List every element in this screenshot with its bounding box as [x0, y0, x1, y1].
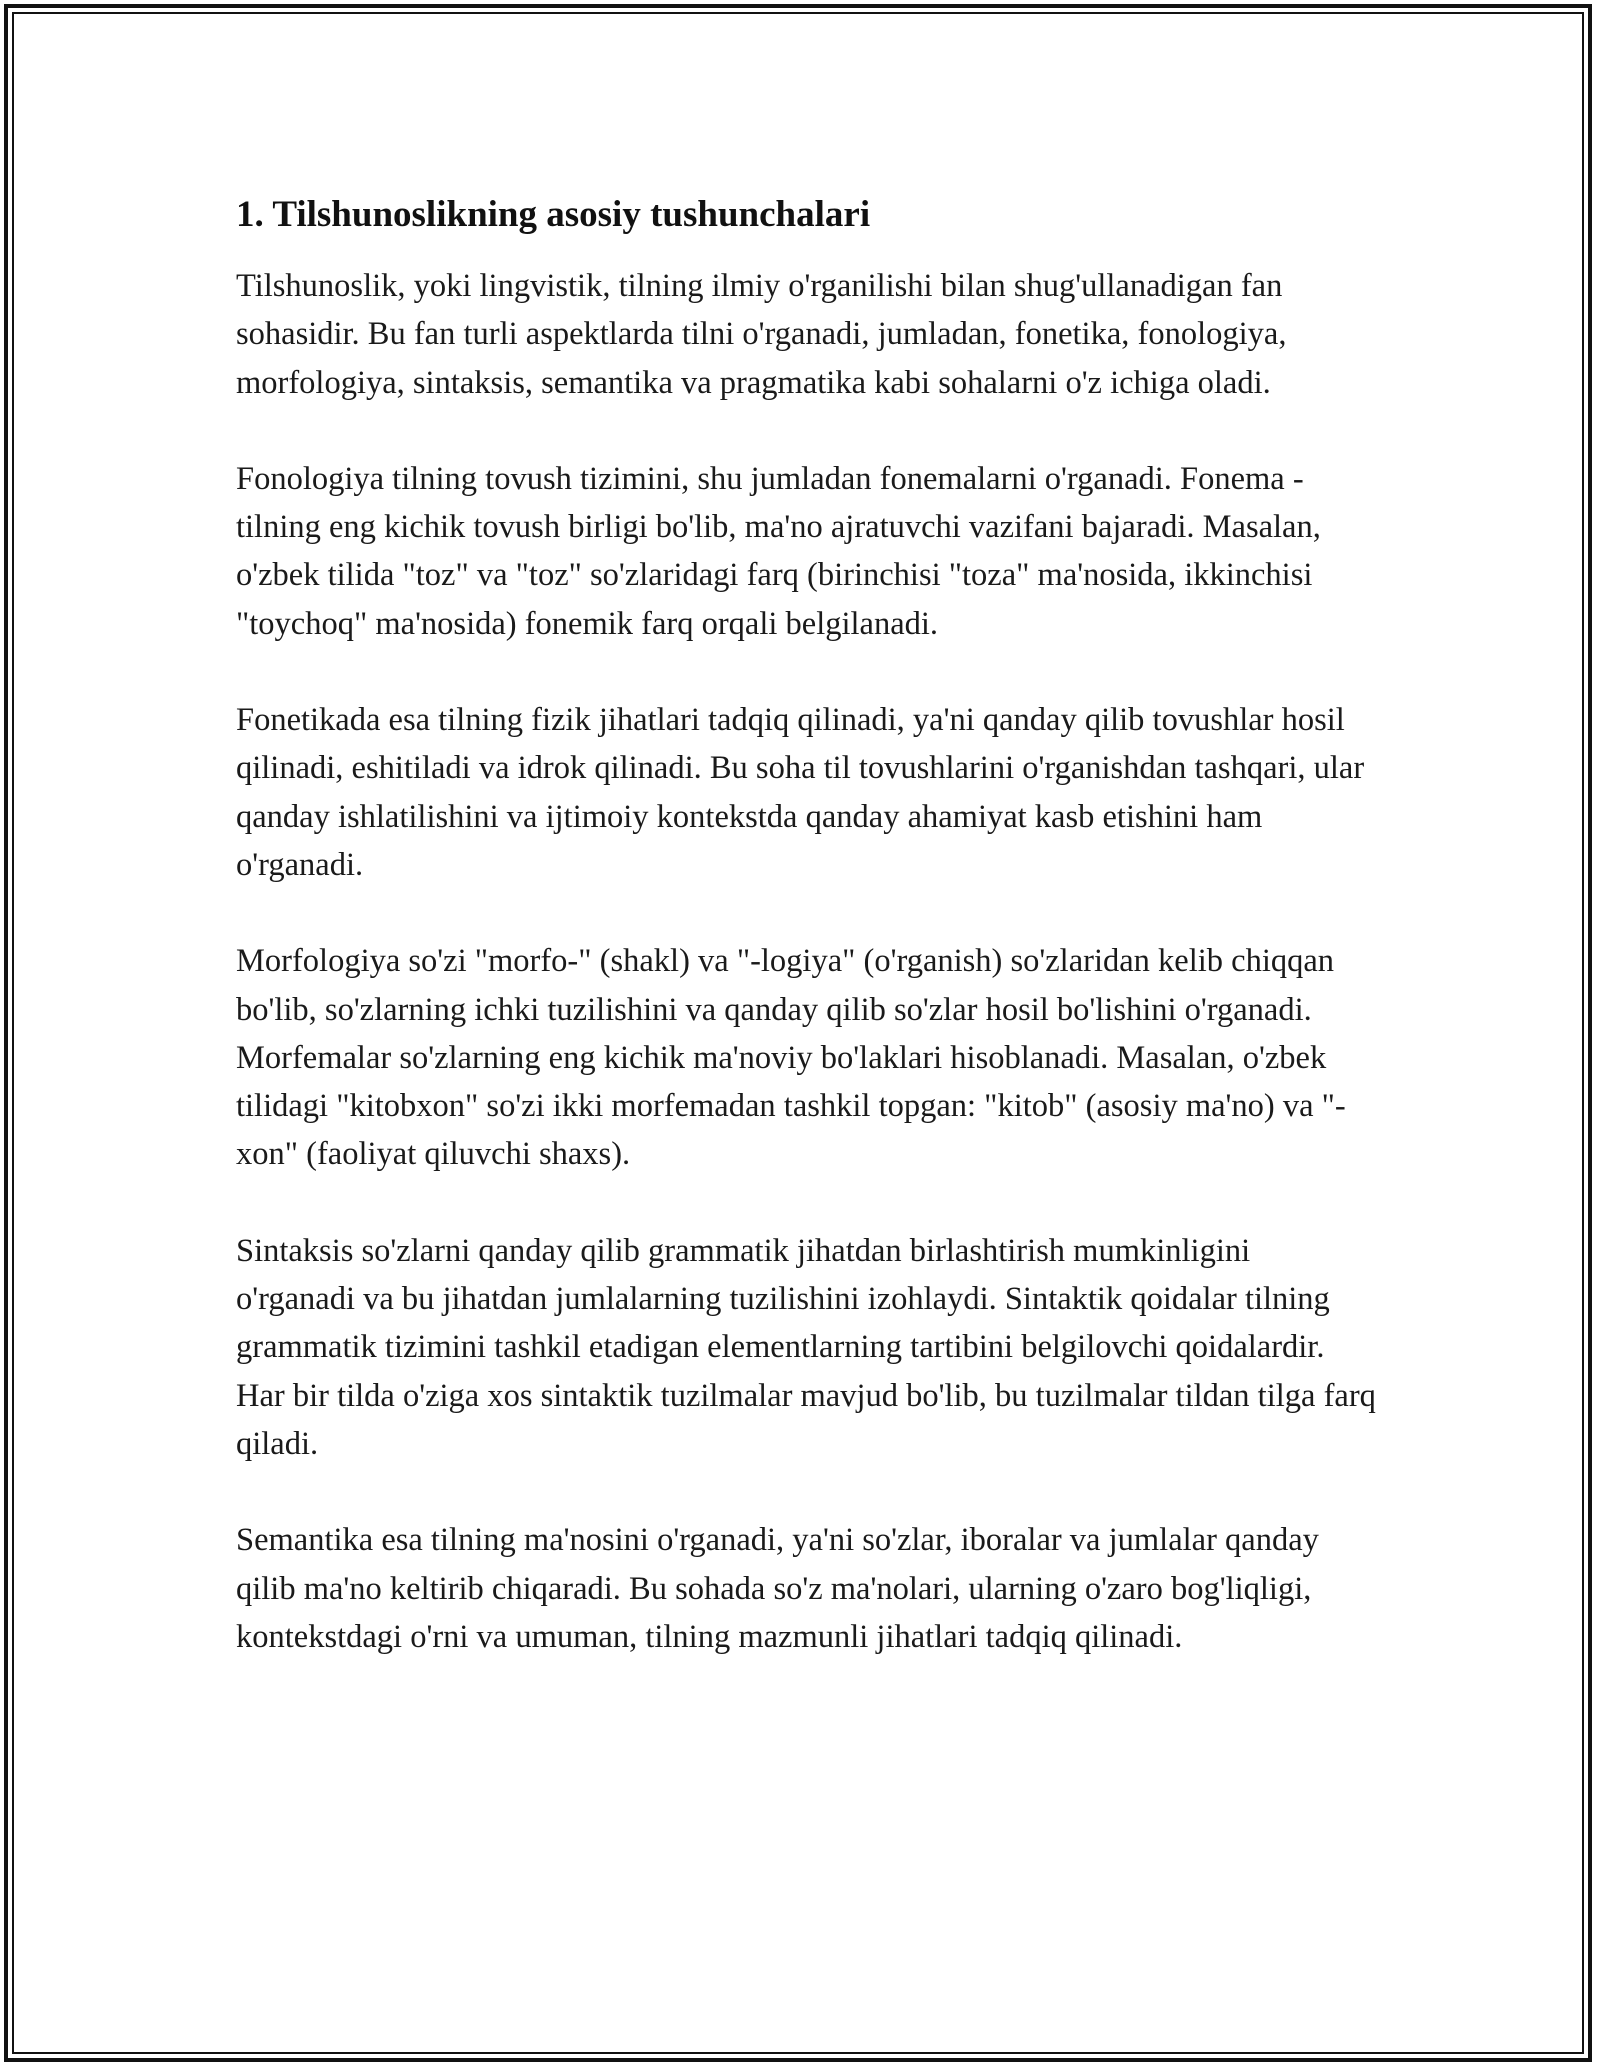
paragraph-phonology: Fonologiya tilning tovush tizimini, shu jumladan fonemalarni o'rganadi. Fonema - tilning eng kichik tovush birligi bo'lib, ma'no ajratuvchi vazifani bajaradi. Masalan, o'zbek tilida "toz" va "toz" so'zlaridagi farq (birinchisi "toza" ma'nosida, ikkinchisi "toychoq" ma'nosida) fonemik farq orqali belgilanadi.	[236, 460, 1321, 642]
paragraph-phonetics: Fonetikada esa tilning fizik jihatlari tadqiq qilinadi, ya'ni qanday qilib tovushlar hosil qilinadi, eshitiladi va idrok qilinadi. Bu soha til tovushlarini o'rganishdan tashqari, ular qanday ishlatilishini va ijtimoiy kontekstda qanday ahamiyat kasb etishini ham o'rganadi.	[236, 702, 1365, 883]
paragraph-intro: Tilshunoslik, yoki lingvistik, tilning ilmiy o'rganilishi bilan shug'ullanadigan fan sohasidir. Bu fan turli aspektlarda tilni o'rganadi, jumladan, fonetika, fonologiya, morfologiya, sintaksis, semantika va pragmatika kabi sohalarni o'z ichiga oladi.	[236, 268, 1287, 401]
paragraph-morphology: Morfologiya so'zi "morfo-" (shakl) va "-logiya" (o'rganish) so'zlaridan kelib chiqqan bo'lib, so'zlarning ichki tuzilishini va qanday qilib so'zlar hosil bo'lishini o'rganadi. Morfemalar so'zlarning eng kichik ma'noviy bo'laklari hisoblanadi. Masalan, o'zbek tilidagi "kitobxon" so'zi ikki morfemadan tashkil topgan: "kitob" (asosiy ma'no) va "-xon" (faoliyat qiluvchi shaxs).	[236, 943, 1346, 1173]
document-body	[236, 190, 1376, 1709]
section-heading: 1. Tilshunoslikning asosiy tushunchalari	[236, 194, 871, 235]
paragraph-syntax: Sintaksis so'zlarni qanday qilib grammatik jihatdan birlashtirish mumkinligini o'rganadi va bu jihatdan jumlalarning tuzilishini izohlaydi. Sintaktik qoidalar tilning grammatik tizimini tashkil etadigan elementlarning tartibini belgilovchi qoidalardir. Har bir tilda o'ziga xos sintaktik tuzilmalar mavjud bo'lib, bu tuzilmalar tildan tilga farq qiladi.	[236, 1232, 1376, 1462]
paragraph-semantics: Semantika esa tilning ma'nosini o'rganadi, ya'ni so'zlar, iboralar va jumlalar qanday qilib ma'no keltirib chiqaradi. Bu sohada so'z ma'nolari, ularning o'zaro bog'liqligi, kontekstdagi o'rni va umuman, tilning mazmunli jihatlari tadqiq qilinadi.	[236, 1522, 1319, 1655]
